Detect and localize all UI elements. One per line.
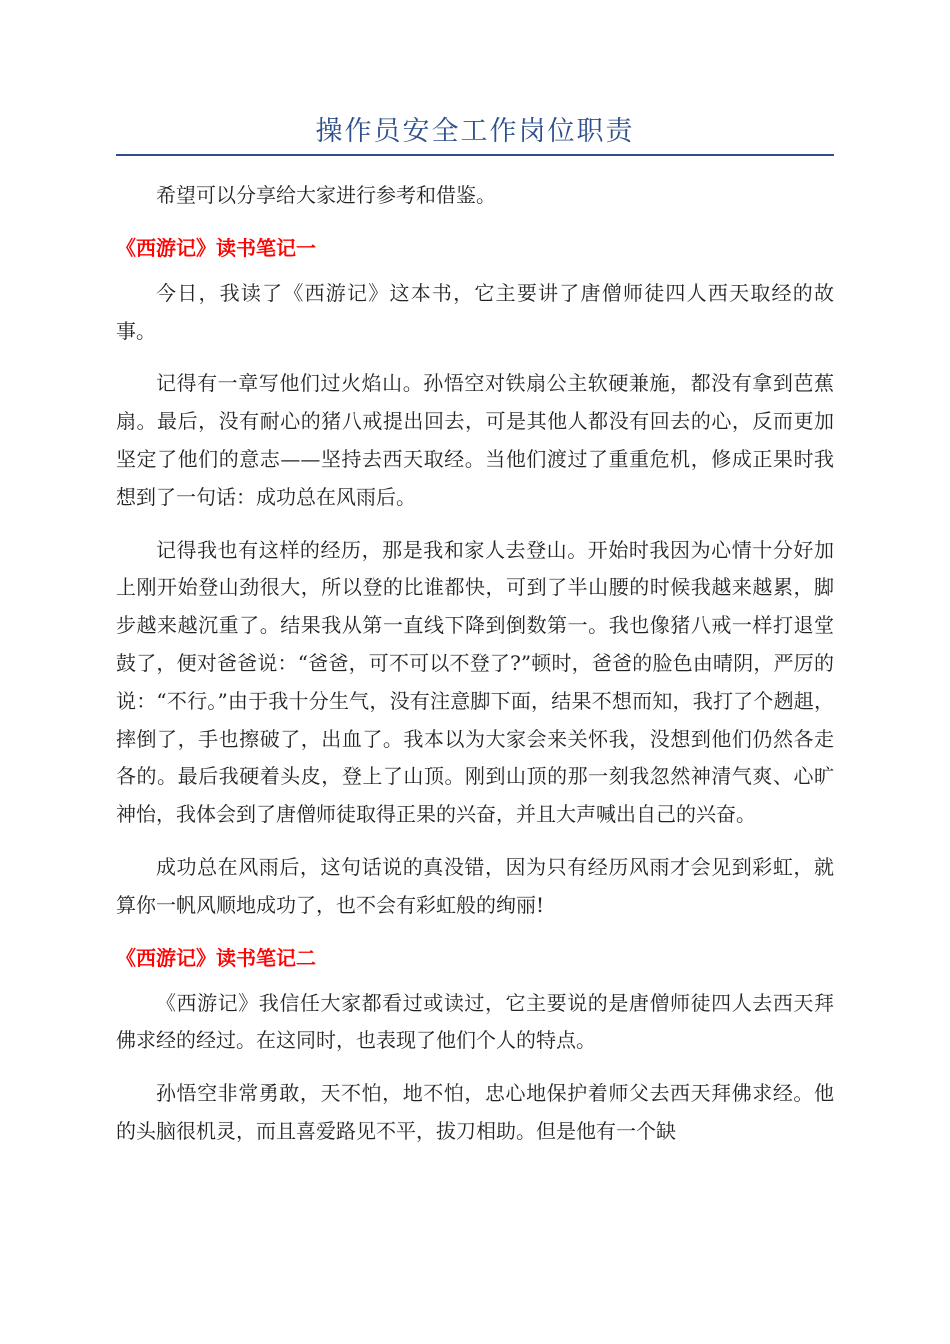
paragraph: 成功总在风雨后，这句话说的真没错，因为只有经历风雨才会见到彩虹，就算你一帆风顺地成功了，也不会有彩虹般的绚丽! [116,854,834,917]
section-2 [116,940,834,1151]
intro-paragraph: 希望可以分享给大家进行参考和借鉴。 [156,183,496,207]
paragraph: 记得我也有这样的经历，那是我和家人去登山。开始时我因为心情十分好加上刚开始登山劲很大，所以登的比谁都快，可到了半山腰的时候我越来越累，脚步越来越沉重了。结果我从第一直线下降到倒数第一。我也像猪八戒一样打退堂鼓了，便对爸爸说：“爸爸，可不可以不登了?”顿时，爸爸的脸色由晴阴，严厉的说：“不行。”由于我十分生气，没有注意脚下面，结果不想而知，我打了个趔趄，摔倒了，手也擦破了，出血了。我本以为大家会来关怀我，没想到他们仍然各走各的。最后我硬着头皮，登上了山顶。刚到山顶的那一刻我忽然神清气爽、心旷神怡，我体会到了唐僧师徒取得正果的兴奋，并且大声喊出自己的兴奋。 [116,537,834,827]
document-body [116,177,834,1166]
title-underline [116,154,834,156]
page-title: 操作员安全工作岗位职责 [315,116,635,147]
section-1 [116,230,834,925]
paragraph: 记得有一章写他们过火焰山。孙悟空对铁扇公主软硬兼施，都没有拿到芭蕉扇。最后，没有耐心的猪八戒提出回去，可是其他人都没有回去的心，反而更加坚定了他们的意志——坚持去西天取经。当他们渡过了重重危机，修成正果时我想到了一句话：成功总在风雨后。 [116,371,834,509]
section-heading: 《西游记》读书笔记二 [116,945,316,970]
section-heading: 《西游记》读书笔记一 [116,235,316,260]
paragraph: 今日，我读了《西游记》这本书，它主要讲了唐僧师徒四人西天取经的故事。 [116,280,834,343]
paragraph: 《西游记》我信任大家都看过或读过，它主要说的是唐僧师徒四人去西天拜佛求经的经过。在这同时，也表现了他们个人的特点。 [116,990,834,1053]
paragraph: 孙悟空非常勇敢，天不怕，地不怕，忠心地保护着师父去西天拜佛求经。他的头脑很机灵，而且喜爱路见不平，拔刀相助。但是他有一个缺 [116,1081,834,1143]
